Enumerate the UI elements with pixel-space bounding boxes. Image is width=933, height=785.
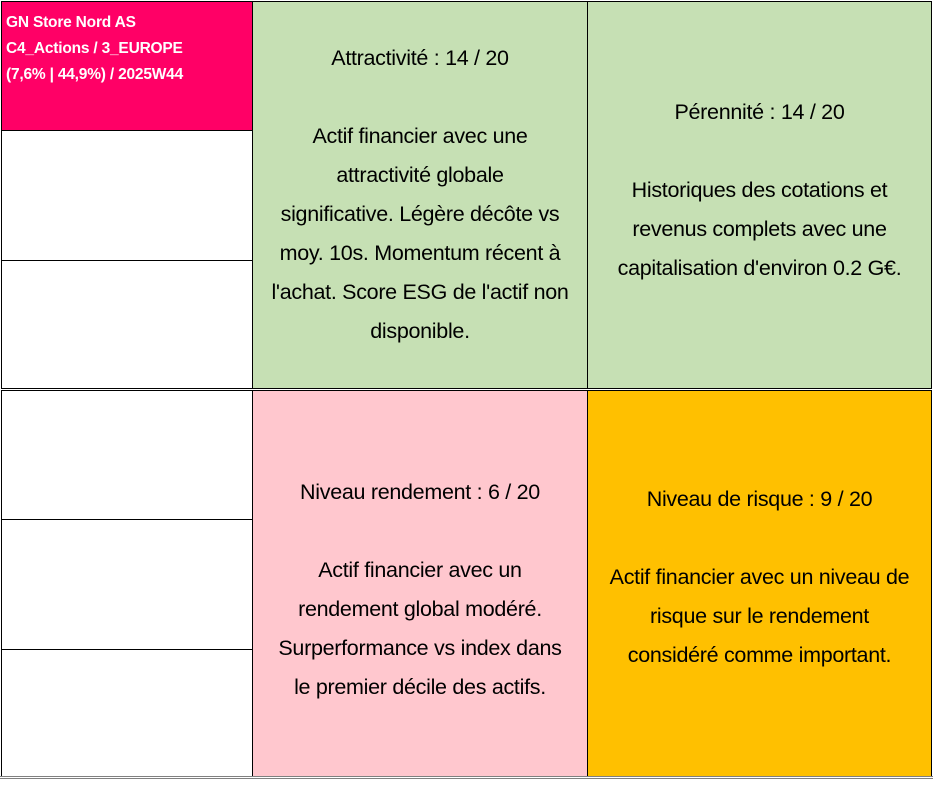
attractivite-panel bbox=[252, 1, 588, 389]
asset-stats: (7,6% | 44,9%) / 2025W44 bbox=[6, 66, 184, 83]
rendement-title: Niveau rendement : 6 / 20 bbox=[300, 479, 540, 504]
blank-cell-5 bbox=[1, 649, 253, 777]
bottom-border bbox=[0, 776, 933, 779]
asset-category: C4_Actions / 3_EUROPE bbox=[6, 40, 183, 57]
perennite-description: Historiques des cotations et revenus complets avec une capitalisation d'environ 0.2 G€. bbox=[617, 177, 902, 280]
blank-cell-2 bbox=[1, 260, 253, 389]
risque-description: Actif financier avec un niveau de risque sur le rendement considéré comme important. bbox=[609, 565, 910, 667]
risque-title: Niveau de risque : 9 / 20 bbox=[646, 487, 873, 511]
perennite-title: Pérennité : 14 / 20 bbox=[674, 99, 845, 124]
blank-cell-3 bbox=[1, 390, 253, 520]
risque-panel bbox=[587, 390, 932, 777]
attractivite-description: Actif financier avec une attractivité globale significative. Légère décôte vs moy. 10s. Momentum récent à l'achat. Score ESG de l'actif non disponible. bbox=[271, 124, 569, 343]
asset-name: GN Store Nord AS bbox=[6, 14, 136, 31]
blank-cell-1 bbox=[1, 130, 253, 261]
rendement-panel bbox=[252, 390, 588, 777]
blank-cell-4 bbox=[1, 519, 253, 650]
perennite-panel bbox=[587, 1, 932, 389]
attractivite-title: Attractivité : 14 / 20 bbox=[331, 46, 509, 70]
asset-header bbox=[1, 1, 253, 131]
rendement-description: Actif financier avec un rendement global modéré. Surperformance vs index dans le premier décile des actifs. bbox=[278, 557, 562, 699]
